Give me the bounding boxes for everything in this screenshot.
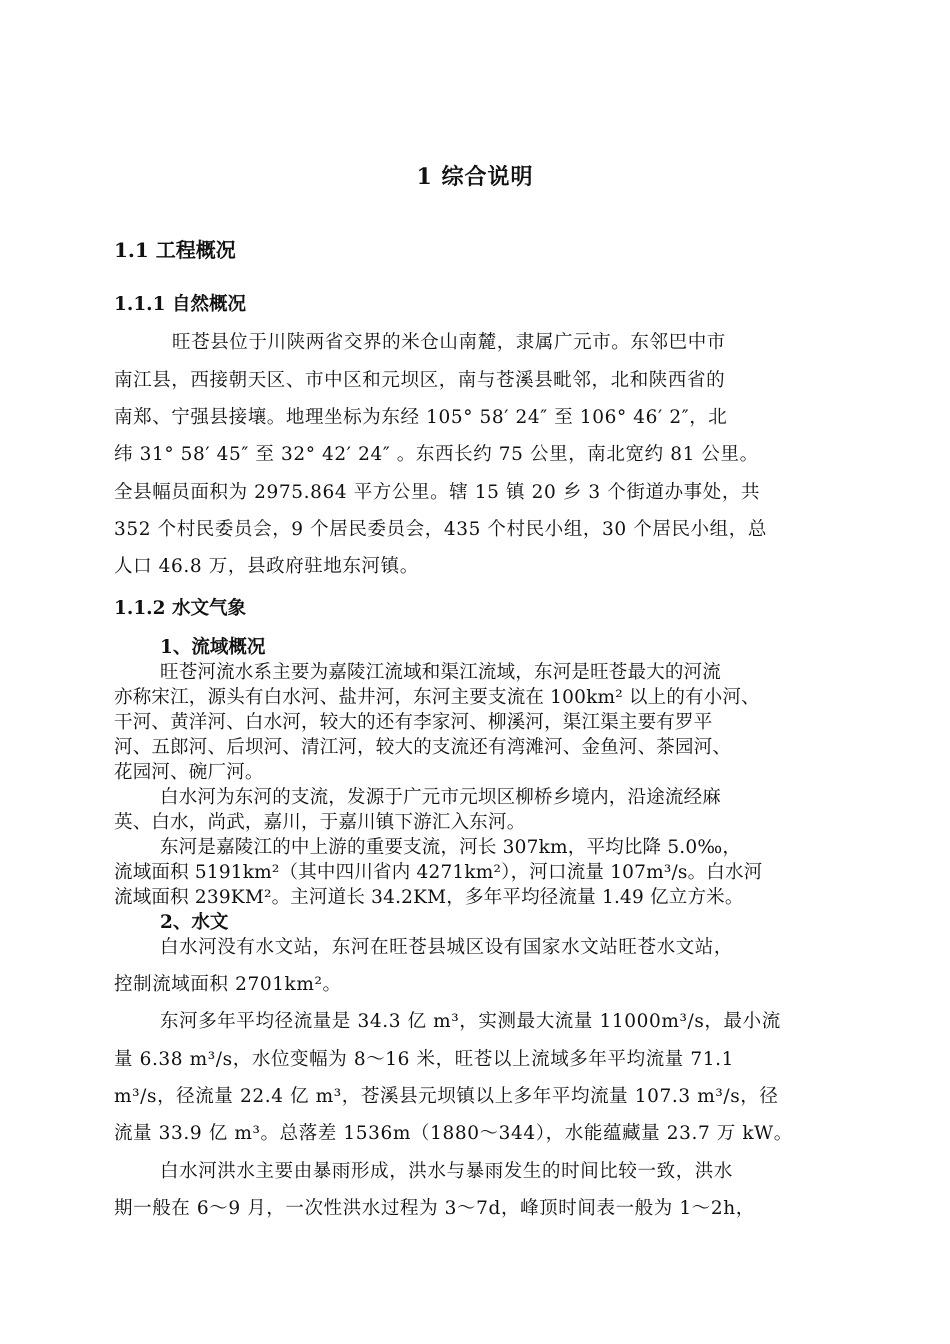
paragraph-line: 东河是嘉陵江的中上游的重要支流，河长 307km，平均比降 5.0‰， — [160, 837, 742, 858]
paragraph-line: 352 个村民委员会，9 个居民委员会，435 个村民小组，30 个居民小组，总 — [114, 519, 767, 540]
paragraph-line: m³/s，径流量 22.4 亿 m³，苍溪县元坝镇以上多年平均流量 107.3 m³/s，径 — [114, 1086, 779, 1107]
paragraph-line: 旺苍县位于川陕两省交界的米仓山南麓，隶属广元市。东邻巴中市 — [172, 332, 726, 353]
chapter-title: 1 综合说明 — [416, 164, 534, 190]
paragraph-line: 花园河、碗厂河。 — [114, 762, 264, 783]
paragraph-line: 白水河洪水主要由暴雨形成，洪水与暴雨发生的时间比较一致，洪水 — [160, 1161, 734, 1182]
paragraph-line: 英、白水，尚武，嘉川，于嘉川镇下游汇入东河。 — [114, 812, 526, 833]
paragraph-line: 东河多年平均径流量是 34.3 亿 m³，实测最大流量 11000m³/s，最小流 — [160, 1011, 781, 1032]
paragraph-line: 流量 33.9 亿 m³。总落差 1536m（1880～344），水能蕴藏量 23.7 万 kW。 — [114, 1123, 793, 1144]
subsection-title-natural: 1.1.1 自然概况 — [114, 294, 246, 315]
paragraph-line: 白水河为东河的支流，发源于广元市元坝区柳桥乡境内，沿途流经麻 — [160, 787, 722, 808]
subsection-title-hydrology: 1.1.2 水文气象 — [114, 598, 246, 619]
paragraph-line: 纬 31° 58′ 45″ 至 32° 42′ 24″ 。东西长约 75 公里，南北宽约 81 公里。 — [114, 444, 759, 465]
paragraph-line: 亦称宋江，源头有白水河、盐井河，东河主要支流在 100km² 以上的有小河、 — [114, 687, 760, 708]
paragraph-line: 干河、黄洋河、白水河，较大的还有李家河、柳溪河，渠江渠主要有罗平 — [114, 712, 713, 733]
paragraph-line: 河、五郎河、后坝河、清江河，较大的支流还有湾滩河、金鱼河、茶园河、 — [114, 737, 732, 758]
item-title-basin: 1、流域概况 — [160, 637, 266, 658]
paragraph-line: 人口 46.8 万，县政府驻地东河镇。 — [114, 556, 419, 577]
paragraph-line: 流域面积 239KM²。主河道长 34.2KM，多年平均径流量 1.49 亿立方米。 — [114, 887, 744, 908]
paragraph-line: 南江县，西接朝天区、市中区和元坝区，南与苍溪县毗邻，北和陕西省的 — [114, 370, 726, 391]
paragraph-line: 白水河没有水文站，东河在旺苍县城区设有国家水文站旺苍水文站， — [160, 937, 734, 958]
section-title: 1.1 工程概况 — [114, 238, 236, 262]
item-title-hydrology: 2、水文 — [160, 912, 229, 933]
paragraph-line: 全县幅员面积为 2975.864 平方公里。辖 15 镇 20 乡 3 个街道办事处，共 — [114, 482, 761, 503]
paragraph-line: 旺苍河流水系主要为嘉陵江流域和渠江流域，东河是旺苍最大的河流 — [160, 662, 722, 683]
paragraph-line: 控制流域面积 2701km²。 — [114, 974, 342, 995]
paragraph-line: 期一般在 6～9 月，一次性洪水过程为 3～7d，峰顶时间表一般为 1～2h， — [114, 1198, 755, 1219]
paragraph-line: 量 6.38 m³/s，水位变幅为 8～16 米，旺苍以上流域多年平均流量 71.1 — [114, 1049, 734, 1070]
paragraph-line: 南郑、宁强县接壤。地理坐标为东经 105° 58′ 24″ 至 106° 46′ 2″，北 — [114, 407, 728, 428]
paragraph-line: 流域面积 5191km²（其中四川省内 4271km²），河口流量 107m³/s。白水河 — [114, 862, 763, 883]
